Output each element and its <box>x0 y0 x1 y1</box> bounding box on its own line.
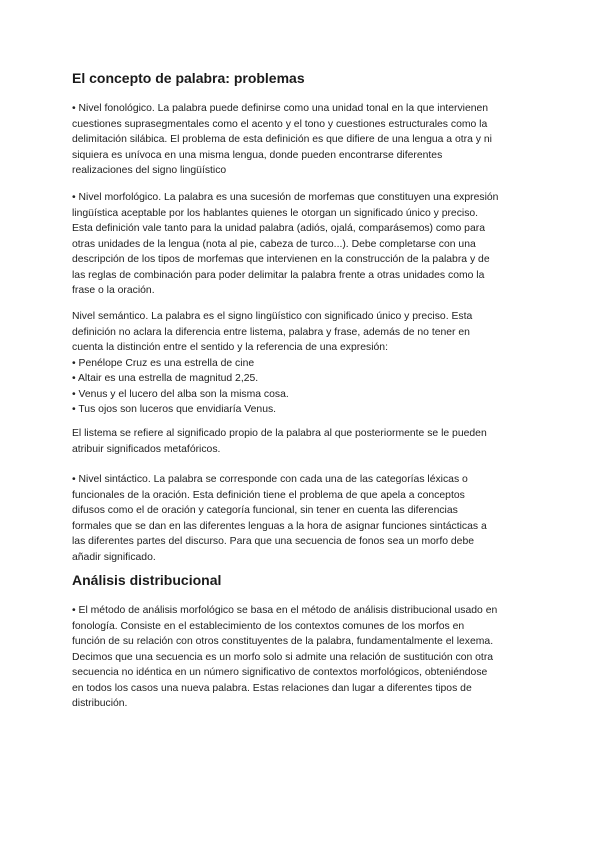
paragraph-nivel-fonologico <box>72 101 530 179</box>
text-line: Nivel semántico. La palabra es el signo lingüístico con significado único y preciso. Esta <box>72 311 473 322</box>
text-line: añadir significado. <box>72 551 156 563</box>
text-line: las diferentes partes del discurso. Para que una secuencia de fonos sea un morfo debe <box>72 536 475 547</box>
text-line: las reglas de combinación para poder delimitar la palabra frente a otras unidades como la <box>72 269 485 281</box>
text-line: • El método de análisis morfológico se basa en el método de análisis distribucional usado en <box>72 605 498 616</box>
text-line: El listema se refiere al significado propio de la palabra al que posteriormente se le pueden <box>72 428 487 439</box>
list-item: • Venus y el lucero del alba son la misma cosa. <box>72 388 289 400</box>
text-line: secuencia no idéntica en un número significativo de contextos morfológicos, obteniéndose <box>72 667 488 678</box>
text-line: frase o la oración. <box>72 285 155 296</box>
paragraph-nivel-sintactico <box>72 472 530 565</box>
text-line: en todos los casos una nueva palabra. Estas relaciones dan lugar a diferentes tipos de <box>72 682 472 694</box>
text-line: • Nivel morfológico. La palabra es una sucesión de morfemas que constituyen una expresión <box>72 192 499 203</box>
text-line: siquiera es unívoca en una misma lengua, donde pueden encontrarse diferentes <box>72 149 443 161</box>
text-line: descripción de los tipos de morfemas que intervienen en la construcción de la palabra y de <box>72 254 490 265</box>
paragraph-nivel-morfologico <box>72 190 530 299</box>
text-line: • Nivel sintáctico. La palabra se corresponde con cada una de las categorías léxicas o <box>72 474 468 485</box>
text-line: función de su relación con otros constituyentes de la palabra, fundamentalmente el lexema. <box>72 636 494 647</box>
text-line: • Nivel fonológico. La palabra puede definirse como una unidad tonal en la que intervienen <box>72 103 489 114</box>
text-line: distribución. <box>72 698 128 709</box>
paragraph-metodo-analisis <box>72 603 530 712</box>
text-line: funcionales de la oración. Esta definición tiene el problema de que apela a conceptos <box>72 489 465 501</box>
text-line: cuestiones suprasegmentales como el acento y el tono y cuestiones estructurales como la <box>72 118 488 130</box>
list-item: • Altair es una estrella de magnitud 2,25. <box>72 373 259 384</box>
paragraph-listema <box>72 426 530 457</box>
list-item: • Tus ojos son luceros que envidiaría Venus. <box>72 404 277 415</box>
text-line: otras unidades de la lengua (nota al pie, cabeza de turco...). Debe completarse con una <box>72 238 476 250</box>
text-line: atribuir significados metafóricos. <box>72 443 221 455</box>
heading-analisis-distribucional: Análisis distribucional <box>72 572 222 588</box>
text-line: difusos como el de oración y categoría funcional, sin tener en cuenta las diferencias <box>72 505 458 516</box>
text-line: Decimos que una secuencia es un morfo solo si admite una relación de sustitución con otra <box>72 651 494 663</box>
heading-concepto-palabra: El concepto de palabra: problemas <box>72 70 305 86</box>
text-line: realizaciones del signo lingüístico <box>72 165 227 176</box>
text-line: delimitación silábica. El problema de esta definición es que difiere de una lengua a otra y ni <box>72 134 492 145</box>
text-line: formales que se dan en las diferentes lenguas a la hora de asignar funciones sintácticas a <box>72 520 487 532</box>
paragraph-nivel-semantico <box>72 309 530 418</box>
text-line: fonología. Consiste en el establecimiento de los contextos comunes de los morfos en <box>72 620 465 632</box>
text-line: cuenta la distinción entre el sentido y la referencia de una expresión: <box>72 342 388 353</box>
text-line: lingüística aceptable por los hablantes quienes le otorgan un significado único y preciso. <box>72 207 479 219</box>
text-line: Esta definición vale tanto para la unidad palabra (adiós, ojalá, comparásemos) como para <box>72 223 485 234</box>
list-item: • Penélope Cruz es una estrella de cine <box>72 357 255 369</box>
text-line: definición no aclara la diferencia entre listema, palabra y frase, además de no tener en <box>72 326 470 338</box>
